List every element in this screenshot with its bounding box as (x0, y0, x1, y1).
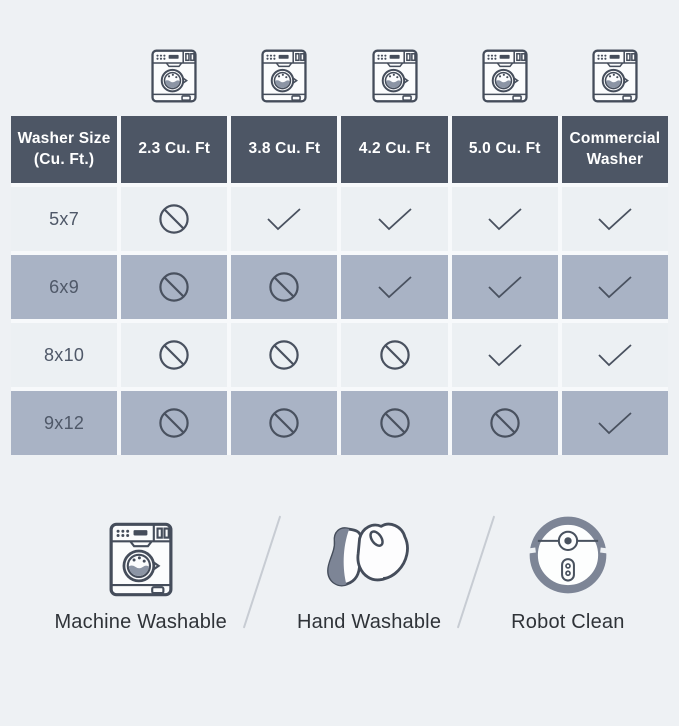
column-header-commercial: Commercial Washer (562, 116, 668, 183)
rug-size-label: 6x9 (11, 255, 117, 319)
check-cell (231, 187, 337, 251)
prohibited-icon (158, 203, 190, 235)
check-icon (596, 207, 634, 231)
washer-icons-row (11, 47, 668, 103)
column-header-4-2: 4.2 Cu. Ft (341, 116, 447, 183)
washing-machine-icon (372, 49, 418, 103)
check-icon (596, 275, 634, 299)
check-icon (596, 343, 634, 367)
column-header-5-0: 5.0 Cu. Ft (452, 116, 558, 183)
prohibited-icon (489, 407, 521, 439)
check-cell (452, 323, 558, 387)
check-cell (562, 187, 668, 251)
prohibited-cell (121, 391, 227, 455)
legend-divider (243, 515, 281, 628)
prohibited-icon (379, 407, 411, 439)
legend-label-robot-clean: Robot Clean (511, 611, 625, 633)
check-cell (562, 323, 668, 387)
prohibited-cell (231, 323, 337, 387)
care-legend (0, 509, 679, 634)
rug-size-label: 5x7 (11, 187, 117, 251)
legend-item-hand-washable (297, 509, 441, 634)
prohibited-icon (158, 407, 190, 439)
check-icon (486, 275, 524, 299)
prohibited-icon (268, 339, 300, 371)
prohibited-icon (268, 407, 300, 439)
check-cell (341, 187, 447, 251)
washing-machine-icon (151, 49, 197, 103)
legend-item-robot-clean (511, 509, 624, 634)
prohibited-cell (231, 255, 337, 319)
check-icon (376, 207, 414, 231)
column-header-2-3: 2.3 Cu. Ft (121, 116, 227, 183)
prohibited-icon (268, 271, 300, 303)
check-cell (452, 187, 558, 251)
legend-label-machine-washable: Machine Washable (54, 611, 227, 633)
check-icon (596, 411, 634, 435)
hand-wash-icon (317, 516, 421, 597)
column-header-washer-size: Washer Size (Cu. Ft.) (11, 116, 117, 183)
washing-machine-icon (482, 49, 528, 103)
prohibited-icon (379, 339, 411, 371)
prohibited-cell (341, 323, 447, 387)
prohibited-cell (121, 187, 227, 251)
prohibited-cell (341, 391, 447, 455)
rug-size-label: 9x12 (11, 391, 117, 455)
check-icon (376, 275, 414, 299)
legend-divider (457, 515, 495, 628)
rug-size-label: 8x10 (11, 323, 117, 387)
washing-machine-icon (109, 522, 173, 597)
prohibited-cell (121, 255, 227, 319)
prohibited-icon (158, 339, 190, 371)
prohibited-icon (158, 271, 190, 303)
check-icon (486, 207, 524, 231)
prohibited-cell (452, 391, 558, 455)
compatibility-table (11, 116, 668, 455)
legend-item-machine-washable (54, 509, 227, 634)
column-header-3-8: 3.8 Cu. Ft (231, 116, 337, 183)
check-cell (452, 255, 558, 319)
prohibited-cell (121, 323, 227, 387)
check-cell (562, 255, 668, 319)
legend-label-hand-washable: Hand Washable (296, 611, 442, 633)
washing-machine-icon (592, 49, 638, 103)
robot-vacuum-icon (526, 513, 610, 597)
check-icon (486, 343, 524, 367)
icons-row-spacer (11, 47, 117, 103)
prohibited-cell (231, 391, 337, 455)
check-cell (562, 391, 668, 455)
washing-machine-icon (261, 49, 307, 103)
check-cell (341, 255, 447, 319)
check-icon (265, 207, 303, 231)
